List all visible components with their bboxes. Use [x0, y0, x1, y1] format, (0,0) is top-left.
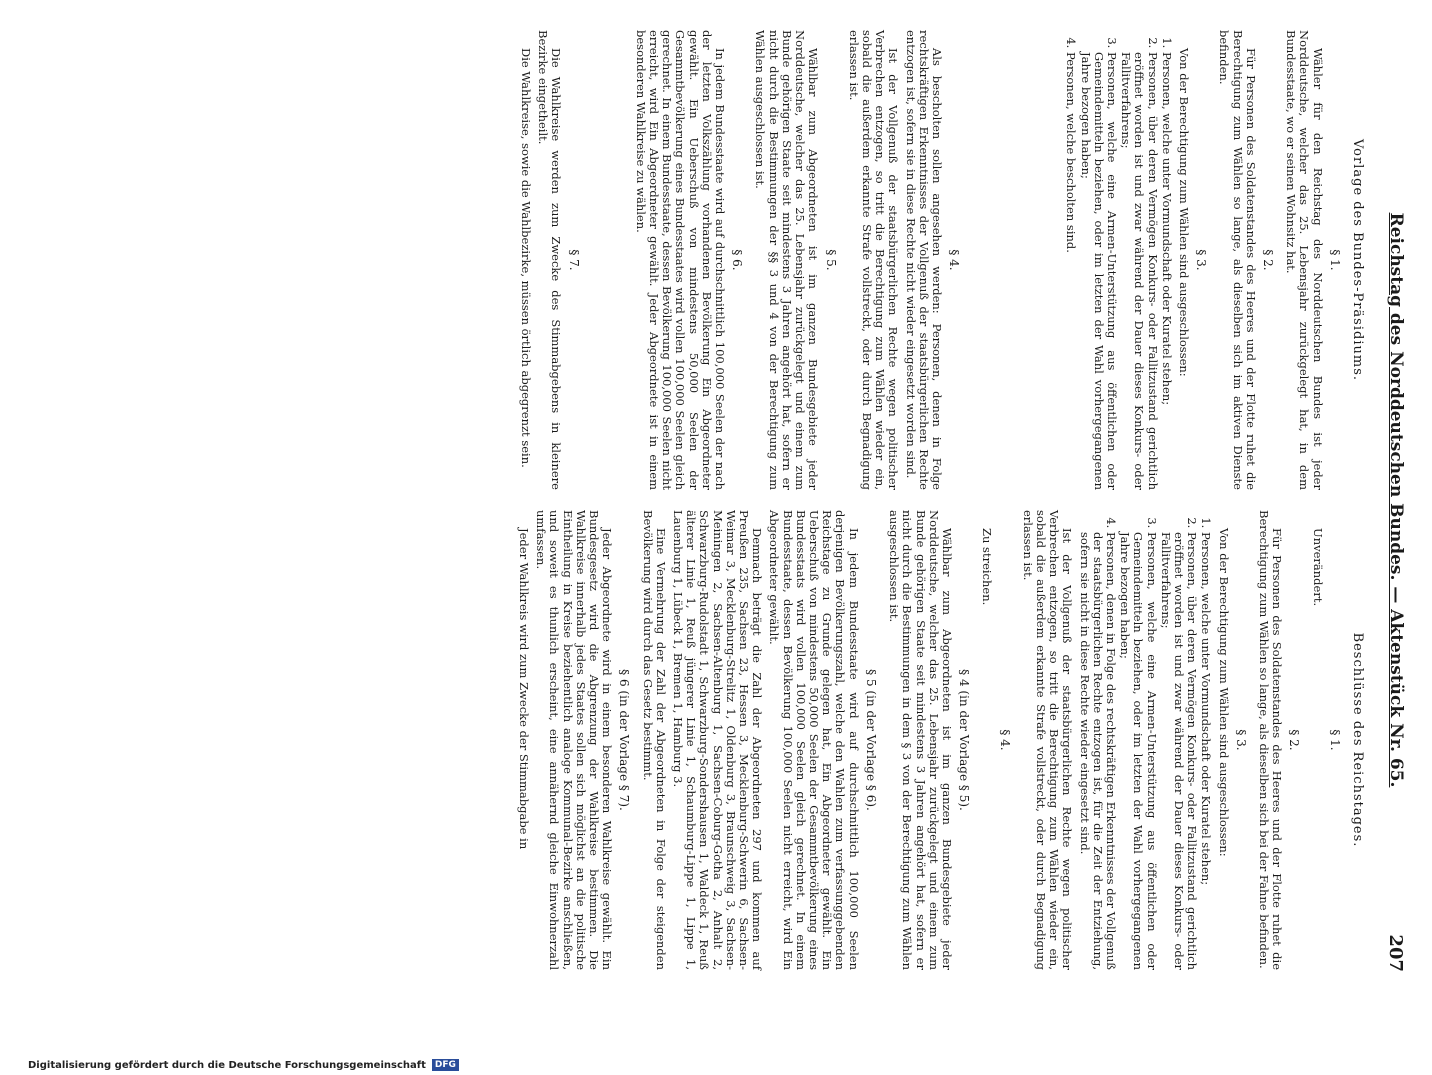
left-paragraph: Als bescholten sollen angesehen werden: Personen, denen in Folge rechtskräftigen Erkenntnisses der Vollgenuß der staatsbürgerlichen Rechte entzogen ist, sofern sie in diese Rechte nicht wieder eingesetzt worden sind.: [903, 30, 944, 490]
left-section-title: § 1.: [1327, 249, 1342, 271]
list-item: 2. Personen, über deren Vermögen Konkurs- oder Fallitzustand gerichtlich eröffnet worden ist und zwar während der Dauer dieses Konkurs- oder Fallitverfahrens;: [1159, 532, 1199, 970]
left-list: [1064, 30, 1173, 490]
page-number: 207: [1385, 934, 1406, 972]
right-paragraph: Jeder Abgeordnete wird in einem besonderen Wahlkreise gewählt. Ein Bundesgesetz wird die Abgrenzung der Wahlkreise bestimmen. Die Wahlkreise innerhalb jedes Staates sollen sich möglichst an die politische Eintheilung in Kreise beziehentlich analoge Kommunal-Bezirke anschließen, und soweit es thunlich erscheint, eine annähernd gleiche Einwohnerzahl umfassen.: [534, 510, 615, 970]
right-section-title: § 4.: [997, 729, 1012, 751]
left-column: [515, 30, 1368, 490]
left-paragraph: In jedem Bundesstaate wird auf durchschnittlich 100,000 Seelen der nach der letzten Volkszählung vorhandenen Bevölkerung Ein Abgeordneter gewählt. Ein Ueberschuß von mindestens 50,000 Seelen der Gesammtbevölkerung eines Bundesstaates wird vollen 100,000 Seelen gleich gerechnet. In einem Bundesstaate, dessen Bevölkerung 100,000 Seelen nicht erreicht, wird Ein Abgeordneter gewählt. Jeder Abgeordnete ist in einem besonderen Wahlkreise zu wählen.: [633, 30, 728, 490]
left-paragraph: Ist der Vollgenuß der staatsbürgerlichen Rechte wegen politischer Verbrechen entzogen, so tritt die Berechtigung zum Wählen wieder ein, sobald die außerdem erkannte Strafe vollstreckt, oder durch Begnadigung erlassen ist.: [846, 30, 901, 490]
right-section-title: § 1.: [1327, 729, 1342, 751]
left-section-title: § 4.: [947, 249, 962, 271]
list-item: 4. Personen, denen in Folge des rechtskräftigen Erkenntnisses der Vollgenuß der staatsbürgerlichen Rechte entzogen ist, für die Zeit der Entziehung, sofern sie nicht in diese Rechte wieder eingesetzt sind.: [1077, 532, 1117, 970]
page-title: Reichstag des Norddeutschen Bundes. — Aktenstück Nr. 65.: [1386, 212, 1406, 788]
dfg-logo: DFG: [432, 1059, 459, 1071]
left-paragraph: Die Wahlkreise, sowie die Wahlbezirke, müssen örtlich abgegrenzt sein.: [519, 48, 534, 468]
right-paragraph: Wählbar zum Abgeordneten ist im ganzen Bundesgebiete jeder Norddeutsche, welcher das 25. Lebensjahr zurückgelegt und einem zum Bunde gehörigen Staate seit mindestens 3 Jahren angehört hat, sofern er nicht durch die Bestimmungen in dem § 3 von der Berechtigung zum Wählen ausgeschlossen ist.: [887, 510, 954, 970]
left-column-heading: Vorlage des Bundes-Präsidiums.: [1350, 138, 1365, 381]
credit-text: Digitalisierung gefördert durch die Deutsche Forschungsgemeinschaft: [28, 1059, 426, 1071]
right-paragraph: Demnach beträgt die Zahl der Abgeordneten 297 und kommen auf Preußen 235, Sachsen 23, Hessen 3, Mecklenburg-Schwerin 6, Sachsen-Weimar 3, Mecklenburg-Strelitz 1, Oldenburg 3, Braunschweig 3, Sachsen-Meiningen 2, Sachsen-Altenburg 1, Sachsen-Coburg-Gotha 2, Anhalt 2, Schwarzburg-Rudolstadt 1, Schwarzburg-Sondershausen 1, Waldeck 1, Reuß älterer Linie 1, Reuß jüngerer Linie 1, Schaumburg-Lippe 1, Lippe 1, Lauenburg 1, Lübeck 1, Bremen 1, Hamburg 3.: [671, 510, 765, 970]
list-item: 1. Personen, welche unter Vormundschaft oder Kuratel stehen;: [1160, 52, 1173, 490]
left-section-title: § 7.: [566, 249, 581, 271]
left-section-title: § 3.: [1194, 249, 1209, 271]
list-item: 2. Personen, über deren Vermögen Konkurs- oder Fallitzustand gerichtlich eröffnet worden ist und zwar während der Dauer dieses Konkurs- oder Fallitverfahrens;: [1119, 52, 1159, 490]
right-paragraph: Jeder Wahlkreis wird zum Zwecke der Stimmabgabe in: [517, 528, 532, 850]
right-section-title: § 3.: [1233, 729, 1248, 751]
right-section-title: § 2.: [1287, 729, 1302, 751]
right-paragraph: In jedem Bundesstaate wird auf durchschnittlich 100,000 Seelen derjenigen Bevölkerungszahl, welche den Wahlen zum verfassunggebenden Reichstage zu Grunde gelegen hat, Ein Abgeordneter gewählt. Ein Ueberschuß von mindestens 50,000 Seelen der Gesammtbevölkerung eines Bundesstaats wird vollen 100,000 Seelen gleich gerechnet. In einem Bundesstaate, dessen Bevölkerung 100,000 Seelen nicht erreicht, wird Ein Abgeordneter gewählt.: [767, 510, 861, 970]
list-item: 1. Personen, welche unter Vormundschaft oder Kuratel stehen;: [1199, 532, 1212, 970]
left-paragraph: Wähler für den Reichstag des Norddeutschen Bundes ist jeder Norddeutsche, welcher das 25. Lebensjahr zurückgelegt hat, in dem Bundesstaate, wo er seinen Wohnsitz hat.: [1284, 30, 1325, 490]
right-paragraph: Eine Vermehrung der Zahl der Abgeordneten in Folge der steigenden Bevölkerung wird durch das Gesetz bestimmt.: [640, 510, 668, 970]
left-section-title: § 5.: [823, 249, 838, 271]
left-paragraph: Die Wahlkreise werden zum Zwecke des Stimmabgebens in kleinere Bezirke eingetheilt.: [536, 30, 564, 490]
left-section-title: § 6.: [730, 249, 745, 271]
right-section-title: § 4 (in der Vorlage § 5).: [957, 669, 972, 811]
digitization-credit: [28, 1055, 928, 1075]
right-column-heading: Beschlüsse des Reichstages.: [1350, 632, 1365, 848]
right-paragraph: Ist der Vollgenuß der staatsbürgerlichen Rechte wegen politischer Verbrechen entzogen, so tritt die Berechtigung zum Wählen wieder ein, sobald die außerdem erkannte Strafe vollstreckt, oder durch Begnadigung erlassen ist.: [1020, 510, 1075, 970]
right-paragraph: Unverändert.: [1310, 528, 1325, 607]
list-item: 4. Personen, welche bescholten sind.: [1064, 52, 1077, 490]
right-paragraph: Zu streichen.: [980, 528, 995, 606]
right-section-title: § 6 (in der Vorlage § 7).: [617, 669, 632, 811]
left-section-title: § 2.: [1260, 249, 1275, 271]
left-paragraph: Wählbar zum Abgeordneten ist im ganzen Bundesgebiete jeder Norddeutsche, welcher das 25. Lebensjahr zurückgelegt und einem zum Bunde gehörigen Staate seit mindestens 3 Jahren angehört hat, sofern er nicht durch die Bestimmungen der §§ 3 und 4 von der Berechtigung zum Wählen ausgeschlossen ist.: [753, 30, 821, 490]
left-paragraph: Für Personen des Soldatenstandes des Heeres und der Flotte ruhet die Berechtigung zum Wählen so lange, als dieselben sich im aktiven Dienste befinden.: [1217, 30, 1258, 490]
right-paragraph: Von der Berechtigung zum Wählen sind ausgeschlossen:: [1216, 528, 1231, 857]
running-header: [1380, 28, 1406, 972]
left-paragraph: Von der Berechtigung zum Wählen sind ausgeschlossen:: [1176, 48, 1191, 377]
right-section-title: § 5 (in der Vorlage § 6).: [863, 669, 878, 811]
list-item: 3. Personen, welche eine Armen-Unterstützung aus öffentlichen oder Gemeindemitteln beziehen, oder im letzten der Wahl vorhergegangenen Jahre bezogen haben;: [1078, 52, 1118, 490]
right-list: [1077, 510, 1212, 970]
right-column: [513, 510, 1368, 970]
list-item: 3. Personen, welche eine Armen-Unterstützung aus öffentlichen oder Gemeindemitteln beziehen, oder im letzten der Wahl vorhergegangenen Jahre bezogen haben;: [1118, 532, 1158, 970]
right-paragraph: Für Personen des Soldatenstandes des Heeres und der Flotte ruhet die Berechtigung zum Wählen so lange, als dieselben sich bei der Fahne befinden.: [1256, 510, 1285, 970]
